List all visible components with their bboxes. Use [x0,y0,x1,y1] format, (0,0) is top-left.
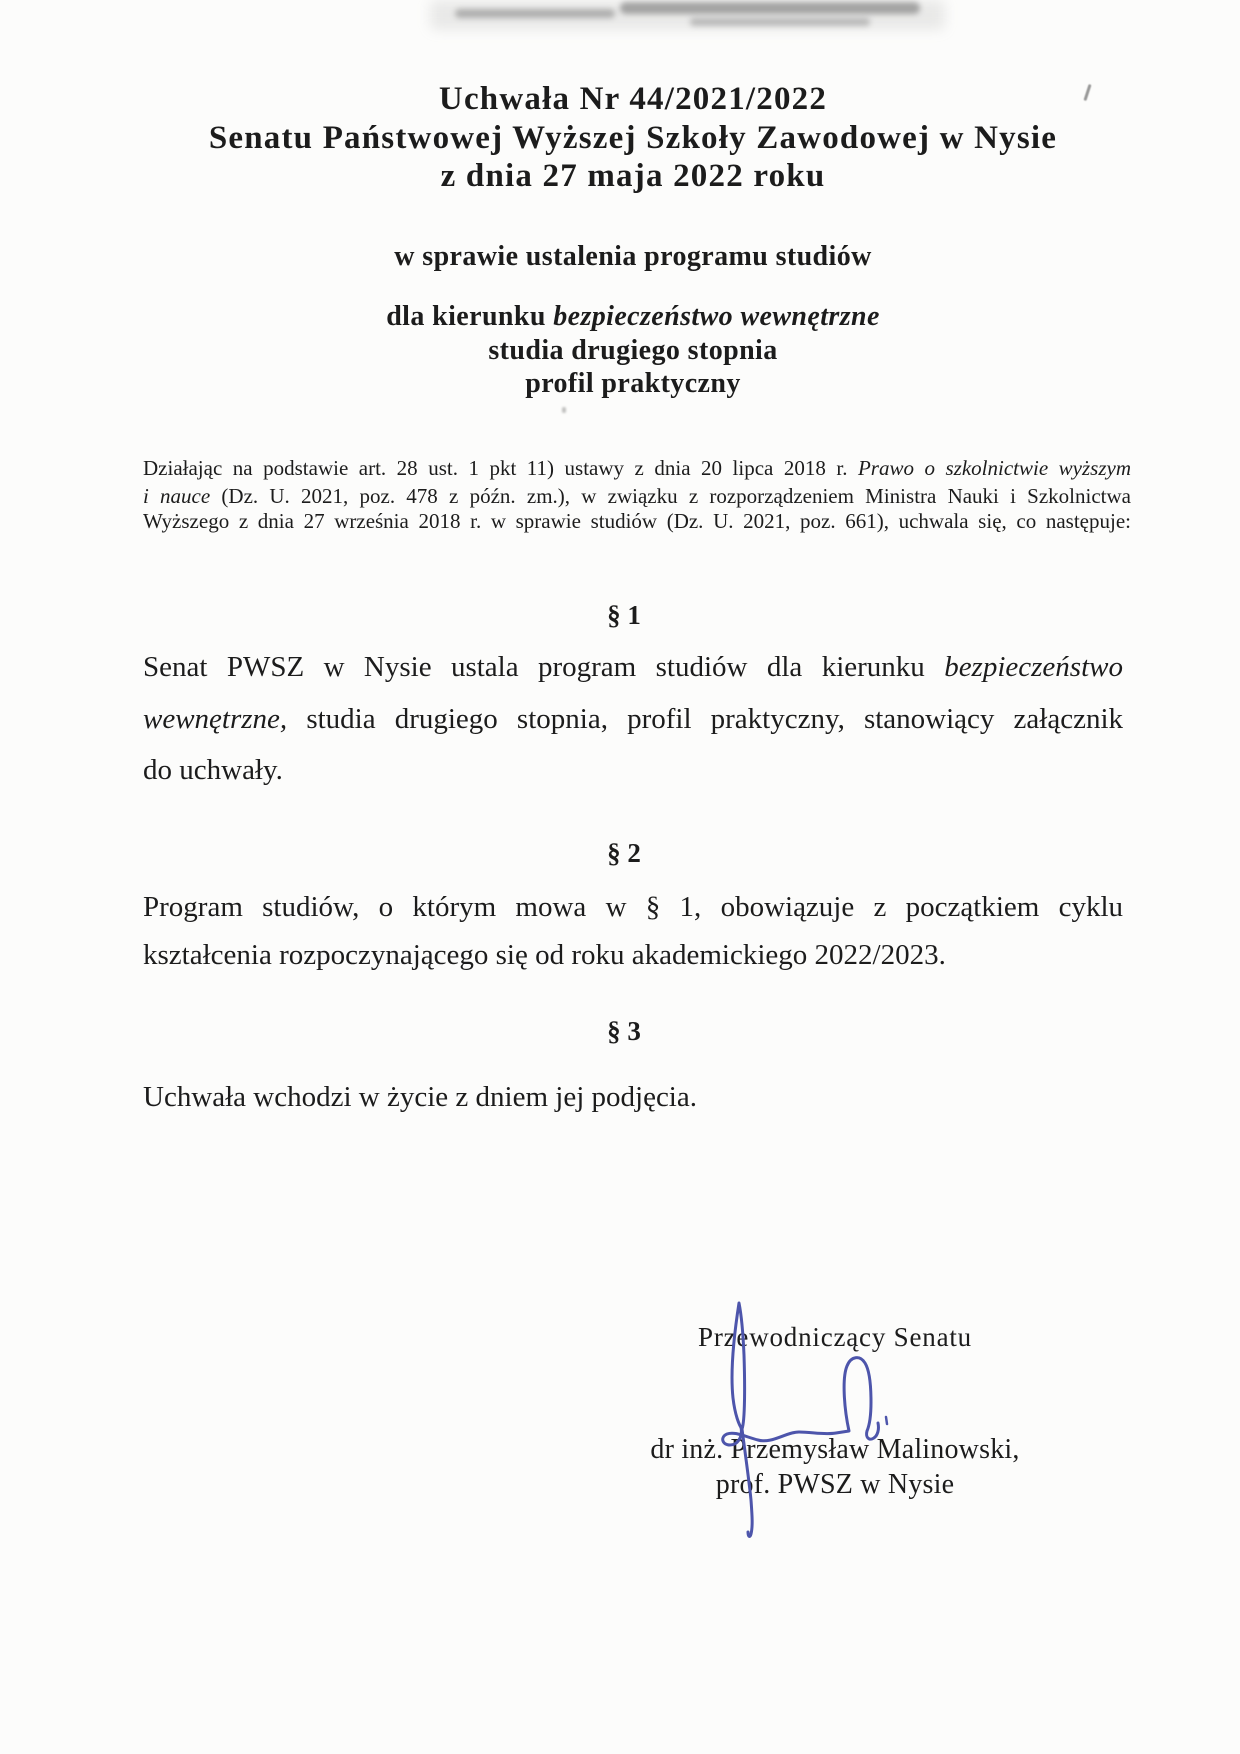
field-name-italic: wewnętrzne, [143,703,288,735]
scan-speck [562,407,566,413]
legal-basis-line-2 [143,483,1131,509]
scan-smudge-fragment [620,2,920,14]
scan-smudge-fragment [455,9,615,18]
degree-level-line: studia drugiego stopnia [488,335,778,366]
act-title-italic: Prawo o szkolnictwie wyższym [857,456,1131,480]
issuing-body: Senatu Państwowej Wyższej Szkoły Zawodowej w Nysie [208,120,1058,156]
profile-line: profil praktyczny [525,368,741,399]
resolution-number: Uchwała Nr 44/2021/2022 [438,81,828,117]
field-name-italic: bezpieczeństwo [944,651,1123,683]
resolution-subject: w sprawie ustalenia programu studiów [394,241,872,272]
section-1-text: Senat PWSZ w Nysie ustala program studiów dla kierunku [143,651,945,683]
legal-basis-text: Działając na podstawie art. 28 ust. 1 pkt 11) ustawy z dnia 20 lipca 2018 r. [143,456,858,480]
field-of-study-line [130,301,1136,333]
resolution-date: z dnia 27 maja 2022 roku [440,158,826,194]
field-prefix: dla kierunku [386,301,554,332]
section-3-line-1: Uchwała wchodzi w życie z dniem jej podjęcia. [143,1081,697,1113]
act-title-italic: i nauce [143,484,211,508]
field-name: bezpieczeństwo wewnętrzne [553,301,880,332]
legal-basis-line-3: Wyższego z dnia 27 września 2018 r. w sprawie studiów (Dz. U. 2021, poz. 661), uchwala się, co następuje: [143,509,1131,533]
signature-stroke [723,1358,879,1445]
section-2-line-1: Program studiów, o którym mowa w § 1, obowiązuje z początkiem cyklu [143,891,1123,923]
section-2-line-2: kształcenia rozpoczynającego się od roku akademickiego 2022/2023. [143,939,946,971]
section-3-heading: § 3 [607,1016,641,1046]
section-1-line-3: do uchwały. [143,754,283,786]
section-1-line-1 [143,650,1123,685]
signature-ink-dot [886,1417,887,1424]
signatory-name: dr inż. Przemysław Malinowski, [650,1434,1020,1465]
legal-basis-text: (Dz. U. 2021, poz. 478 z późn. zm.), w związku z rozporządzeniem Ministra Nauki i Szkolnictwa [210,484,1131,508]
section-1-line-2 [143,702,1123,737]
section-1-heading: § 1 [607,600,641,630]
section-2-heading: § 2 [607,838,641,868]
legal-basis-line-1 [143,455,1131,481]
scan-smudge-fragment [690,18,870,26]
signatory-role: Przewodniczący Senatu [698,1322,972,1352]
signatory-title: prof. PWSZ w Nysie [715,1469,955,1500]
section-1-text: studia drugiego stopnia, profil praktyczny, stanowiący załącznik [287,703,1123,735]
